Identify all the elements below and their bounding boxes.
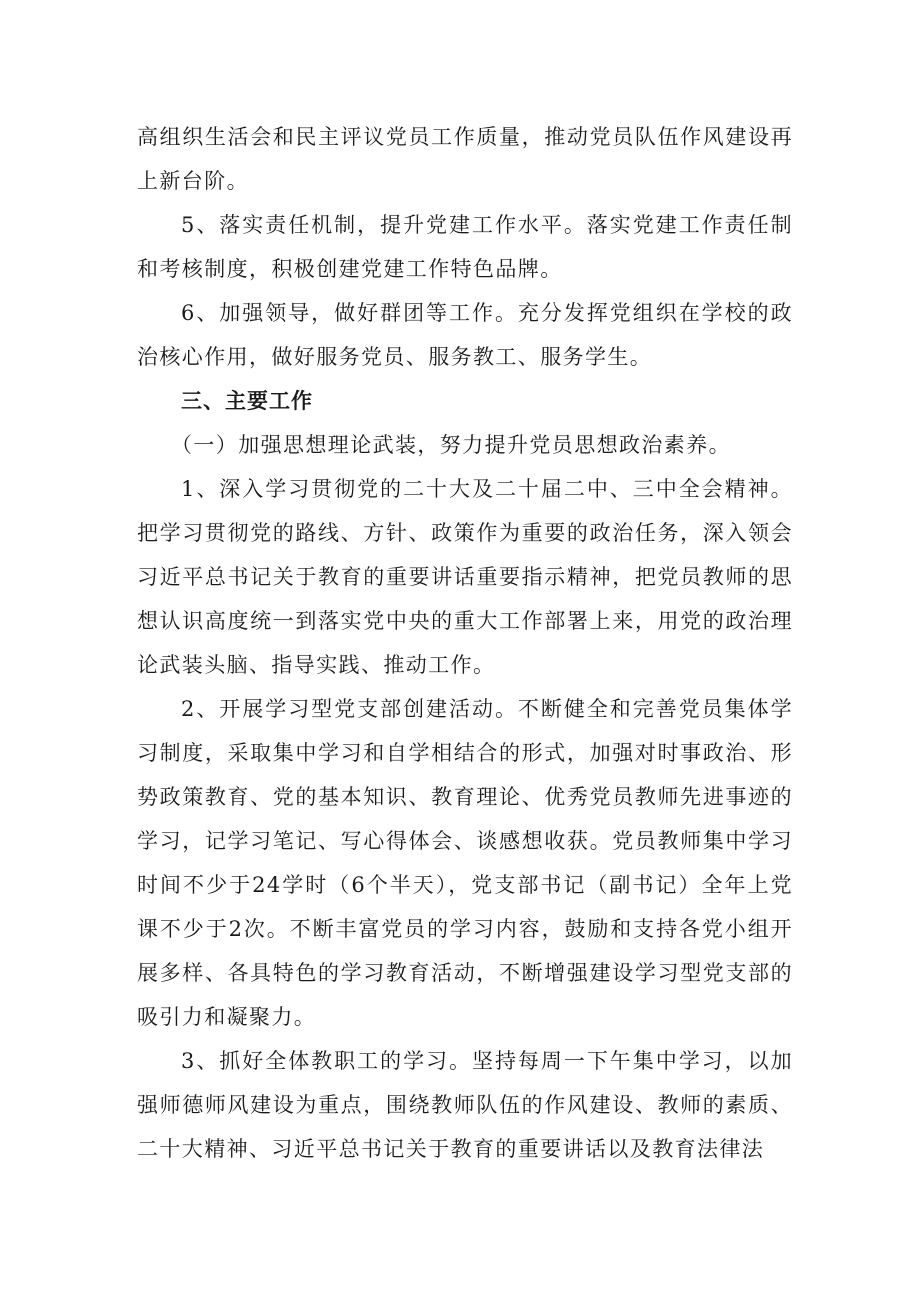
paragraph-item-2: 2、开展学习型党支部创建活动。不断健全和完善党员集体学习制度，采取集中学习和自学相结合的形式，加强对时事政治、形势政策教育、党的基本知识、教育理论、优秀党员教师先进事迹的学习，记学习笔记、写心得体会、谈感想收获。党员教师集中学习时间不少于24学时（6个半天），党支部书记（副书记）全年上党课不少于2次。不断丰富党员的学习内容，鼓励和支持各党小组开展多样、各具特色的学习教育活动，不断增强建设学习型党支部的吸引力和凝聚力。 (137, 697, 793, 1029)
paragraph-item-6: 6、加强领导，做好群团等工作。充分发挥党组织在学校的政治核心作用，做好服务党员、服务教工、服务学生。 (137, 301, 793, 369)
section-heading: 三、主要工作 (181, 389, 313, 413)
paragraph-continuation: 高组织生活会和民主评议党员工作质量，推动党员队伍作风建设再上新台阶。 (137, 125, 793, 193)
paragraph-item-3: 3、抓好全体教职工的学习。坚持每周一下午集中学习，以加强师德师风建设为重点，围绕教师队伍的作风建设、教师的素质、二十大精神、习近平总书记关于教育的重要讲话以及教育法律法 (137, 1049, 793, 1161)
document-body (137, 115, 793, 1171)
paragraph-item-1: 1、深入学习贯彻党的二十大及二十届二中、三中全会精神。把学习贯彻党的路线、方针、政策作为重要的政治任务，深入领会习近平总书记关于教育的重要讲话重要指示精神，把党员教师的思想认识高度统一到落实党中央的重大工作部署上来，用党的政治理论武装头脑、指导实践、推动工作。 (137, 477, 793, 677)
paragraph-item-5: 5、落实责任机制，提升党建工作水平。落实党建工作责任制和考核制度，积极创建党建工作特色品牌。 (137, 213, 793, 281)
subsection-heading: （一）加强思想理论武装，努力提升党员思想政治素养。 (171, 433, 731, 457)
